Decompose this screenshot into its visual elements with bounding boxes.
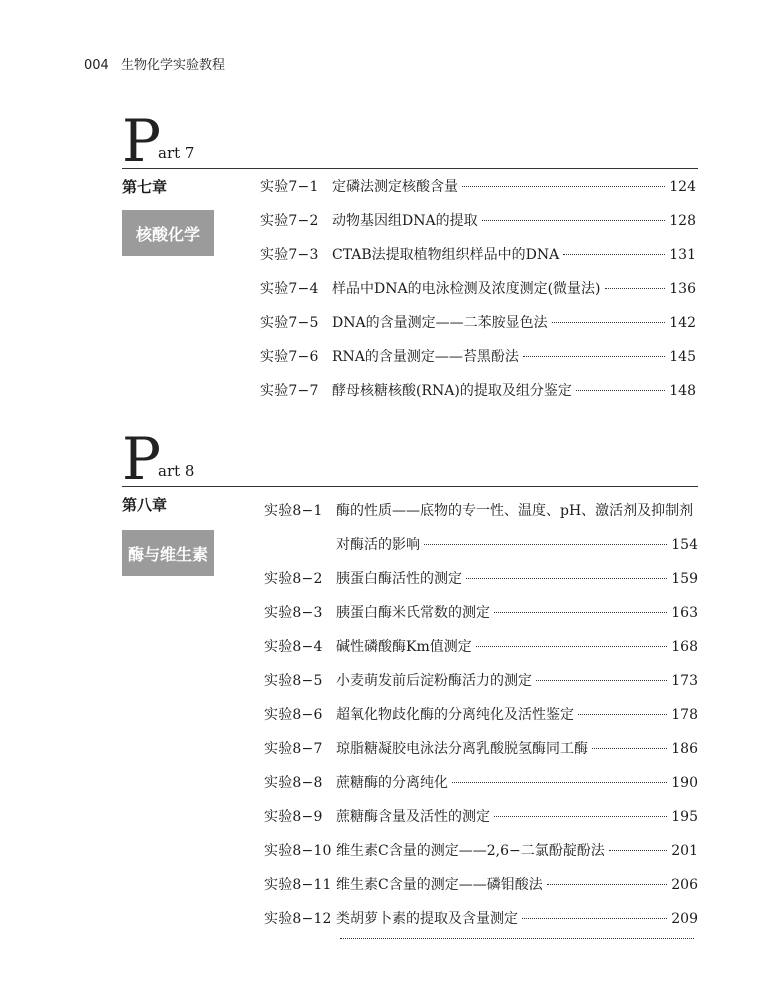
chapter-topic: 核酸化学 xyxy=(135,224,200,244)
part-label: art 8 xyxy=(158,462,195,480)
entry-title: 蔗糖酶的分离纯化 xyxy=(336,775,448,791)
toc-entry[interactable] xyxy=(264,568,698,590)
dot-leader xyxy=(592,748,667,749)
entry-number: 实验7−7 xyxy=(260,383,319,399)
entry-number: 实验8−3 xyxy=(264,605,323,621)
dot-leader xyxy=(523,356,665,357)
toc-entry[interactable] xyxy=(264,806,698,828)
entry-page: 128 xyxy=(669,213,696,229)
entry-title: 超氧化物歧化酶的分离纯化及活性鉴定 xyxy=(336,707,574,723)
chapter-title: 第八章 xyxy=(122,496,168,514)
toc-entry[interactable] xyxy=(264,874,698,896)
entry-number: 实验8−12 xyxy=(264,911,332,927)
entry-page: 159 xyxy=(671,571,698,587)
entry-title: 样品中DNA的电泳检测及浓度测定(微量法) xyxy=(332,281,601,297)
dot-leader xyxy=(424,544,667,545)
dot-leader xyxy=(482,220,666,221)
toc-entry[interactable] xyxy=(264,704,698,726)
entry-title: 对酶活的影响 xyxy=(336,537,420,553)
entry-page: 195 xyxy=(671,809,698,825)
entry-page: 136 xyxy=(669,281,696,297)
toc-entry[interactable] xyxy=(264,636,698,658)
entry-title: 酶的性质——底物的专一性、温度、pH、激活剂及抑制剂 xyxy=(336,503,694,519)
toc-entry[interactable] xyxy=(260,346,696,368)
entry-title: 碱性磷酸酶Km值测定 xyxy=(336,639,472,655)
entry-page: 168 xyxy=(671,639,698,655)
entry-page: 163 xyxy=(671,605,698,621)
entry-number: 实验7−6 xyxy=(260,349,319,365)
dot-leader xyxy=(536,680,667,681)
chapter-topic-box xyxy=(122,210,214,256)
toc-entry[interactable] xyxy=(264,500,698,522)
entry-page: 201 xyxy=(671,843,698,859)
entry-title: 胰蛋白酶米氏常数的测定 xyxy=(336,605,490,621)
entry-title: 类胡萝卜素的提取及含量测定 xyxy=(336,911,518,927)
dot-leader xyxy=(340,938,694,939)
entry-title: 维生素C含量的测定——2,6−二氯酚靛酚法 xyxy=(336,843,605,859)
toc-entry[interactable] xyxy=(264,670,698,692)
entry-title: DNA的含量测定——二苯胺显色法 xyxy=(332,315,548,331)
entry-page: 154 xyxy=(671,537,698,553)
dot-leader xyxy=(576,390,665,391)
part-label: art 7 xyxy=(158,144,195,162)
entry-number: 实验8−11 xyxy=(264,877,332,893)
toc-entry[interactable] xyxy=(260,176,696,198)
dot-leader xyxy=(609,850,668,851)
entry-number: 实验8−7 xyxy=(264,741,323,757)
entry-number: 实验7−5 xyxy=(260,315,319,331)
entry-number: 实验7−4 xyxy=(260,281,319,297)
entry-title: 胰蛋白酶活性的测定 xyxy=(336,571,462,587)
dot-leader xyxy=(494,612,667,613)
entry-title: 小麦萌发前后淀粉酶活力的测定 xyxy=(336,673,532,689)
entry-number: 实验8−10 xyxy=(264,843,332,859)
dot-leader xyxy=(522,918,667,919)
toc-entry[interactable] xyxy=(264,772,698,794)
toc-entry[interactable] xyxy=(264,738,698,760)
dot-leader xyxy=(466,578,667,579)
dot-leader xyxy=(494,816,667,817)
part-big-letter: P xyxy=(122,107,162,175)
dot-leader xyxy=(452,782,667,783)
entry-number: 实验8−9 xyxy=(264,809,323,825)
entry-page: 186 xyxy=(671,741,698,757)
entry-page: 148 xyxy=(669,383,696,399)
toc-entry[interactable] xyxy=(264,942,698,964)
entry-title: CTAB法提取植物组织样品中的DNA xyxy=(332,247,560,263)
entry-number: 实验7−2 xyxy=(260,213,319,229)
entry-number: 实验8−6 xyxy=(264,707,323,723)
chapter-title: 第七章 xyxy=(122,178,168,196)
running-header xyxy=(84,54,225,73)
dot-leader xyxy=(552,322,666,323)
entry-page: 178 xyxy=(671,707,698,723)
entry-number: 实验8−5 xyxy=(264,673,323,689)
chapter-topic: 酶与维生素 xyxy=(127,544,208,564)
dot-leader xyxy=(605,288,666,289)
toc-entry[interactable] xyxy=(264,602,698,624)
part-divider xyxy=(122,168,698,169)
page-number: 004 xyxy=(84,58,109,73)
part-divider xyxy=(122,486,698,487)
entry-title: 定磷法测定核酸含量 xyxy=(332,179,458,195)
entry-page: 124 xyxy=(669,179,696,195)
toc-entry[interactable] xyxy=(260,278,696,300)
entry-number: 实验8−2 xyxy=(264,571,323,587)
toc-entry[interactable] xyxy=(264,840,698,862)
toc-entry[interactable] xyxy=(260,244,696,266)
dot-leader xyxy=(476,646,668,647)
toc-entry[interactable] xyxy=(260,210,696,232)
dot-leader xyxy=(462,186,665,187)
entry-title: RNA的含量测定——苔黑酚法 xyxy=(332,349,519,365)
entry-title: 琼脂糖凝胶电泳法分离乳酸脱氢酶同工酶 xyxy=(336,741,588,757)
entry-number: 实验8−8 xyxy=(264,775,323,791)
toc-entry[interactable] xyxy=(260,312,696,334)
toc-entry-continuation[interactable] xyxy=(264,534,698,556)
entry-page: 173 xyxy=(671,673,698,689)
entry-page: 142 xyxy=(669,315,696,331)
entry-title: 动物基因组DNA的提取 xyxy=(332,213,478,229)
entry-number: 实验7−1 xyxy=(260,179,319,195)
toc-entry[interactable] xyxy=(260,380,696,402)
entry-number: 实验8−4 xyxy=(264,639,323,655)
entry-page: 145 xyxy=(669,349,696,365)
book-title: 生物化学实验教程 xyxy=(120,58,225,73)
entry-number: 实验8−1 xyxy=(264,503,323,519)
entry-page: 131 xyxy=(669,247,696,263)
dot-leader xyxy=(563,254,665,255)
entry-title: 蔗糖酶含量及活性的测定 xyxy=(336,809,490,825)
dot-leader xyxy=(547,884,668,885)
entry-page: 209 xyxy=(671,911,698,927)
toc-entry[interactable] xyxy=(264,908,698,930)
part-big-letter: P xyxy=(122,425,162,493)
dot-leader xyxy=(578,714,667,715)
entry-title: 维生素C含量的测定——磷钼酸法 xyxy=(336,877,543,893)
entry-title: 酵母核糖核酸(RNA)的提取及组分鉴定 xyxy=(332,383,572,399)
chapter-topic-box xyxy=(122,530,214,576)
entry-number: 实验7−3 xyxy=(260,247,319,263)
entry-page: 206 xyxy=(671,877,698,893)
entry-page: 190 xyxy=(671,775,698,791)
